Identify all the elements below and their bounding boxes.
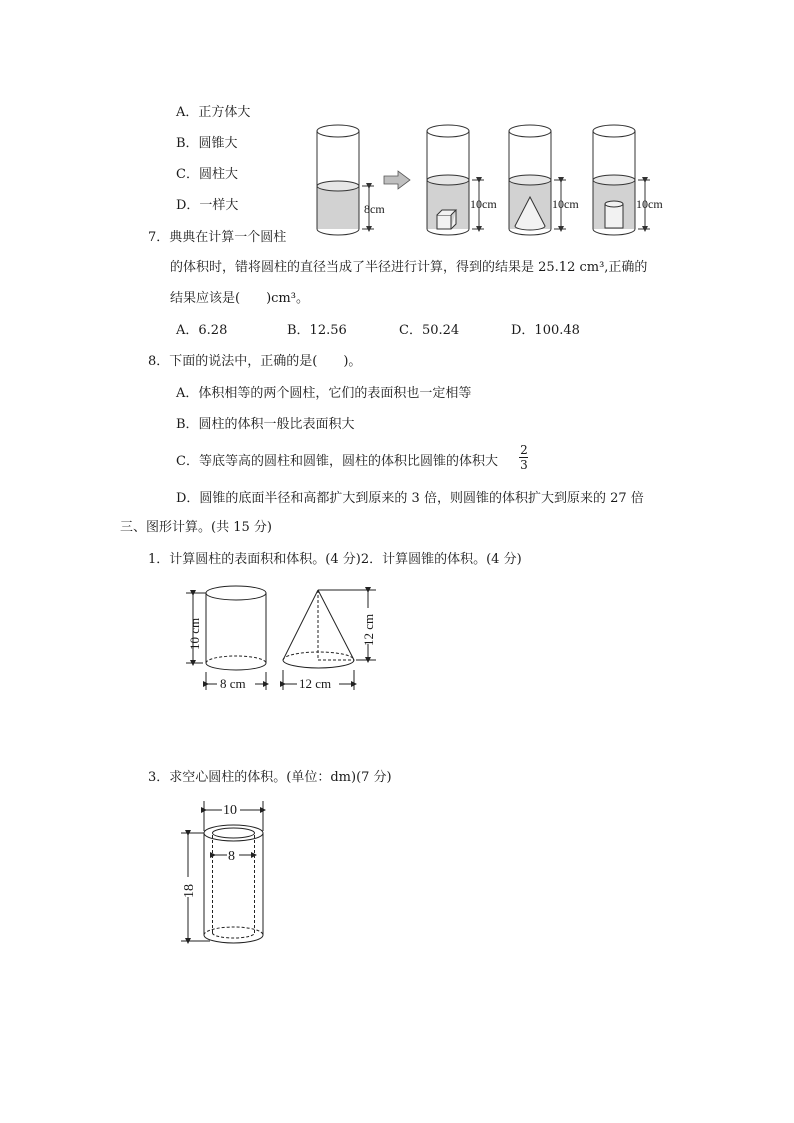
q8-option-d: D．圆锥的底面半径和高都扩大到原来的 3 倍，则圆锥的体积扩大到原来的 27 倍 [176, 491, 644, 506]
q6-option-b: B．圆锥大 [176, 136, 238, 151]
cylinder-height-label: 10 cm [187, 617, 202, 650]
container-cylinder [593, 125, 650, 235]
q7-option-b: B．12.56 [287, 323, 347, 338]
q8-option-c: C．等底等高的圆柱和圆锥，圆柱的体积比圆锥的体积大 [176, 454, 498, 469]
q7-option-c: C．50.24 [399, 323, 460, 338]
inner-diameter-label: 8 [228, 849, 235, 864]
cylinder-cone-figure [0, 580, 794, 720]
fraction-denominator: 3 [520, 458, 528, 472]
label-10cm-c: 10cm [636, 197, 663, 211]
q6-option-a: A．正方体大 [176, 105, 251, 120]
section3-q1-q2: 1．计算圆柱的表面积和体积。(4 分)2．计算圆锥的体积。(4 分) [148, 552, 522, 567]
label-10cm-b: 10cm [552, 197, 579, 211]
section3-q3: 3．求空心圆柱的体积。(单位：dm)(7 分) [148, 770, 392, 785]
hollow-cylinder-figure [0, 795, 794, 955]
label-8cm: 8cm [364, 202, 385, 216]
container-empty-water [317, 125, 374, 235]
label-10cm-a: 10cm [470, 197, 497, 211]
container-cube [427, 125, 484, 235]
height-label: 18 [182, 884, 197, 898]
q7-option-d: D．100.48 [511, 323, 580, 338]
q8-stem: 8．下面的说法中，正确的是( )。 [148, 354, 362, 369]
outer-diameter-label: 10 [223, 803, 237, 818]
q6-containers-figure [0, 0, 794, 260]
hollow-cylinder-shape [181, 801, 263, 943]
q7-line1: 7．典典在计算一个圆柱 [148, 230, 287, 245]
cylinder-diameter-label: 8 cm [220, 676, 246, 691]
container-cone [509, 125, 566, 235]
q6-option-d: D．一样大 [176, 198, 239, 213]
q8-option-a: A．体积相等的两个圆柱，它们的表面积也一定相等 [176, 386, 472, 401]
cone-diameter-label: 12 cm [299, 676, 332, 691]
section3-heading: 三、图形计算。(共 15 分) [120, 520, 272, 535]
q7-option-a: A．6.28 [176, 323, 228, 338]
q6-option-c: C．圆柱大 [176, 167, 238, 182]
cone-height-label: 12 cm [361, 613, 376, 646]
fraction-numerator: 2 [520, 443, 528, 457]
q7-line3: 结果应该是( )cm³。 [170, 291, 309, 306]
q7-line2: 的体积时，错将圆柱的直径当成了半径进行计算，得到的结果是 25.12 cm³,正确的 [170, 260, 648, 275]
q8-option-b: B．圆柱的体积一般比表面积大 [176, 417, 355, 432]
